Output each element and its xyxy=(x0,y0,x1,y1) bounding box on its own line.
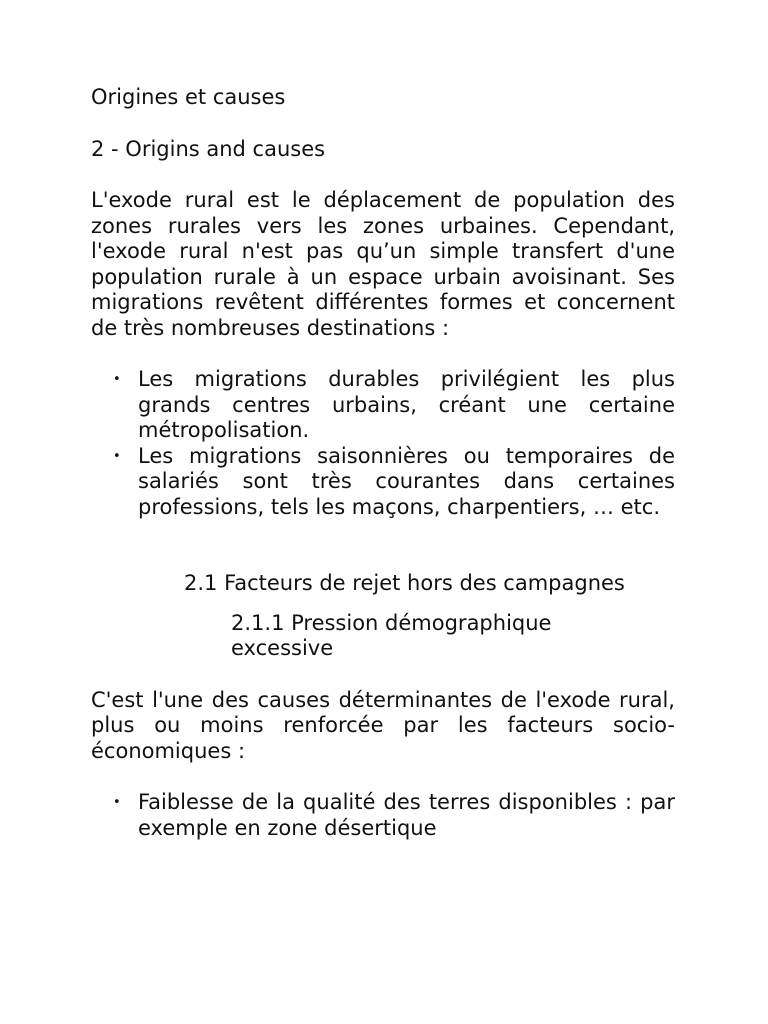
section-heading-2-1-1: 2.1.1 Pression démographique excessive xyxy=(231,610,552,660)
causes-paragraph: C'est l'une des causes déterminantes de l'exode rural, plus ou moins renforcée par les facteurs socio-économiques : xyxy=(91,687,675,763)
list-item xyxy=(91,790,675,841)
bullet-icon: • xyxy=(113,795,121,810)
migration-list xyxy=(91,367,675,520)
list-item-text: Les migrations saisonnières ou temporaires de salariés sont très courantes dans certaines professions, tels les maçons, charpentiers, … etc. xyxy=(138,443,675,519)
list-item xyxy=(91,444,675,521)
intro-paragraph: L'exode rural est le déplacement de population des zones rurales vers les zones urbaines. Cependant, l'exode rural n'est pas qu’un simple transfert d'une population rurale à un espace urbain avoisinant. Ses migrations revêtent différentes formes et concernent de très nombreuses destinations : xyxy=(91,188,675,340)
document-body xyxy=(91,85,675,841)
list-item xyxy=(91,367,675,444)
factors-list xyxy=(91,790,675,841)
bullet-icon: • xyxy=(113,372,121,387)
heading-origins: 2 - Origins and causes xyxy=(91,136,326,161)
list-item-text: Les migrations durables privilégient les plus grands centres urbains, créant une certaine métropolisation. xyxy=(138,367,675,442)
list-item-text: Faiblesse de la qualité des terres disponibles : par exemple en zone désertique xyxy=(138,790,675,840)
heading-origines: Origines et causes xyxy=(91,85,286,109)
bullet-icon: • xyxy=(113,448,121,464)
section-heading-2-1: 2.1 Facteurs de rejet hors des campagnes xyxy=(184,571,625,595)
